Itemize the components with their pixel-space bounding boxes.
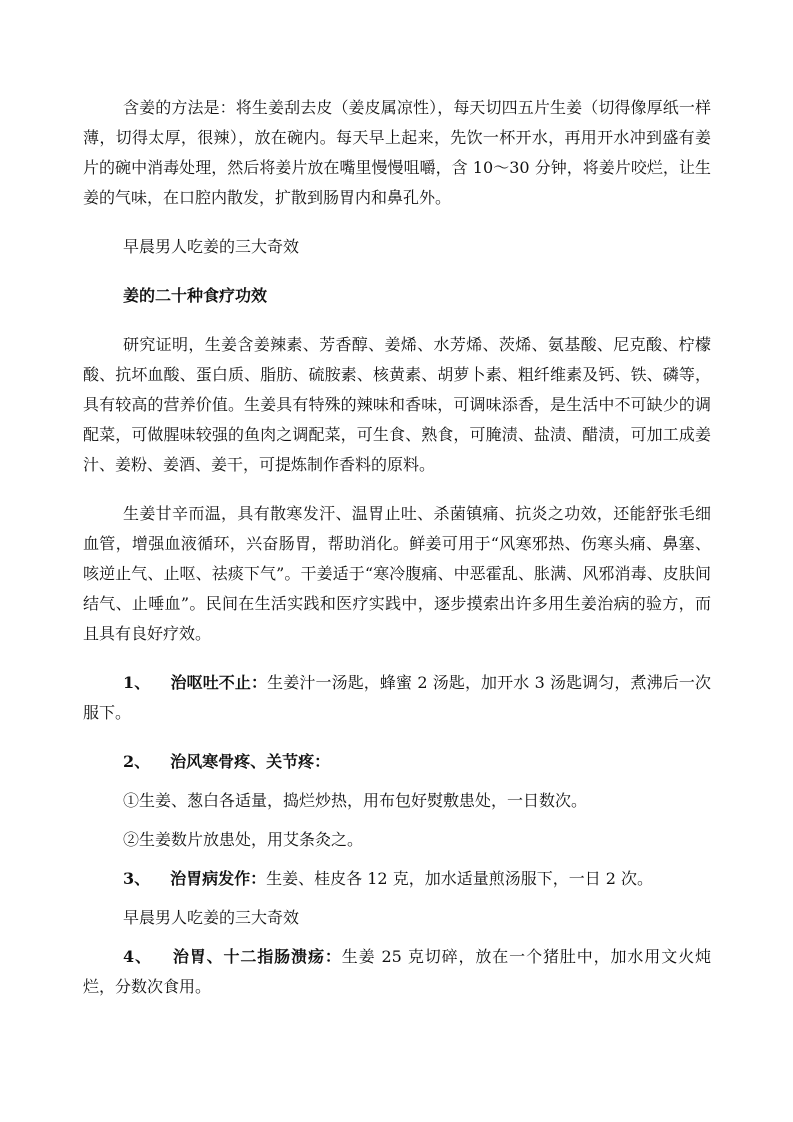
paragraph-properties: 生姜甘辛而温，具有散寒发汗、温胃止吐、杀菌镇痛、抗炎之功效，还能舒张毛细血管，增强血液循环，兴奋肠胃，帮助消化。鲜姜可用于“风寒邪热、伤寒头痛、鼻塞、咳逆止气、止呕、祛痰下气”。干姜适于“寒冷腹痛、中恶霍乱、胀满、风邪消毒、皮肤间结气、止唾血”。民间在生活实践和医疗实践中，逐步摸索出许多用生姜治病的验方，而且具有良好疗效。 (83, 504, 711, 643)
item-number: 4、 (123, 947, 152, 966)
list-subitem-2a: ①生姜、葱白各适量，捣烂炒热，用布包好熨敷患处，一日数次。 (123, 791, 588, 810)
item-title: 治胃病发作： (170, 869, 267, 888)
item-title: 治呕吐不止： (170, 673, 268, 692)
paragraph-research: 研究证明，生姜含姜辣素、芳香醇、姜烯、水芳烯、茨烯、氨基酸、尼克酸、柠檬酸、抗坏血酸、蛋白质、脂肪、硫胺素、核黄素、胡萝卜素、粗纤维素及钙、铁、磷等，具有较高的营养价值。生姜具有特殊的辣味和香味，可调味添香，是生活中不可缺少的调配菜，可做腥味较强的鱼肉之调配菜，可生食、熟食，可腌渍、盐渍、醋渍，可加工成姜汁、姜粉、姜酒、姜干，可提炼制作香料的原料。 (83, 335, 711, 474)
item-text: 生姜汁一汤匙，蜂蜜 2 汤匙，加开水 3 汤匙调匀，煮沸后一次服下。 (83, 673, 711, 722)
item-text: 生姜 25 克切碎，放在一个猪肚中，加水用文火炖烂，分数次食用。 (83, 947, 711, 996)
item-number: 1、 (123, 673, 151, 692)
paragraph-ginger-method: 含姜的方法是：将生姜刮去皮（姜皮属凉性），每天切四五片生姜（切得像厚纸一样薄，切得太厚，很辣），放在碗内。每天早上起来，先饮一杯开水，再用开水冲到盛有姜片的碗中消毒处理，然后将姜片放在嘴里慢慢咀嚼，含 10～30 分钟，将姜片咬烂，让生姜的气味，在口腔内散发，扩散到肠胃内和鼻孔外。 (83, 98, 711, 207)
list-item-1 (83, 668, 711, 728)
item-title: 治胃、十二指肠溃疡： (171, 947, 342, 966)
list-item-3 (83, 864, 711, 894)
paragraph-subtitle-repeat: 早晨男人吃姜的三大奇效 (123, 908, 300, 927)
list-subitem-2b: ②生姜数片放患处，用艾条灸之。 (123, 830, 364, 849)
list-item-2 (83, 747, 711, 777)
item-number: 3、 (123, 869, 151, 888)
section-heading: 姜的二十种食疗功效 (123, 286, 268, 305)
list-item-4 (83, 942, 711, 1002)
item-number: 2、 (123, 752, 151, 771)
paragraph-subtitle: 早晨男人吃姜的三大奇效 (123, 237, 300, 256)
item-text: 生姜、桂皮各 12 克，加水适量煎汤服下，一日 2 次。 (266, 869, 654, 888)
document-body (83, 93, 711, 1002)
item-title: 治风寒骨疼、关节疼： (170, 752, 331, 771)
